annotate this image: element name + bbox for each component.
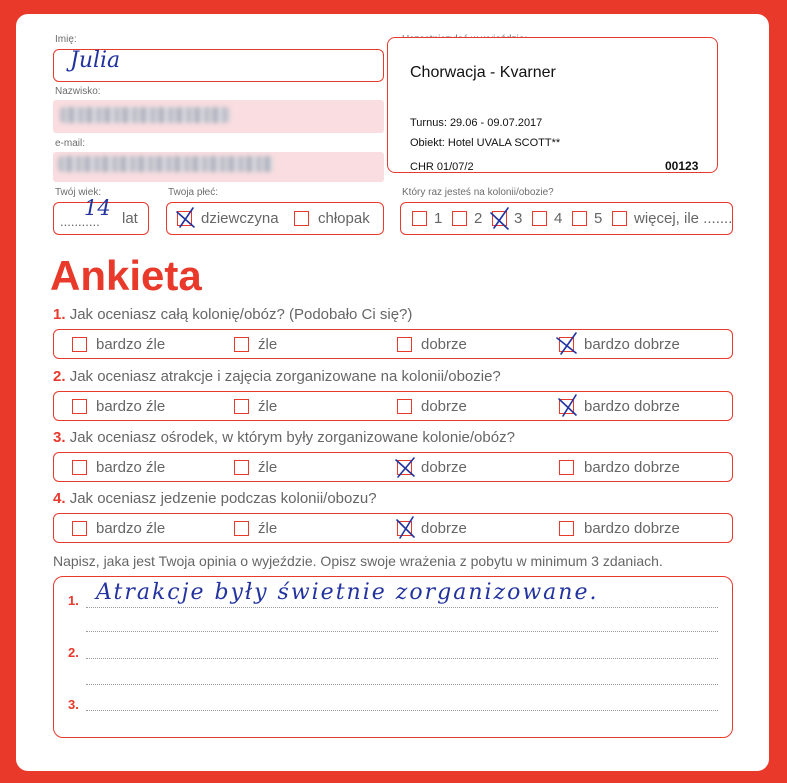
option-label: bardzo źle xyxy=(96,398,166,415)
q4-checkbox-bardzo-zle[interactable] xyxy=(72,521,87,536)
times-option-more: więcej, ile ....... xyxy=(634,210,733,227)
option-label: dobrze xyxy=(421,520,467,537)
option-label: bardzo dobrze xyxy=(584,459,680,476)
option-label: dobrze xyxy=(421,398,467,415)
line-number-2: 2. xyxy=(68,645,79,660)
times-option-4: 4 xyxy=(554,210,563,227)
times-label: Który raz jesteś na kolonii/obozie? xyxy=(402,187,554,198)
q2-checkbox-dobrze[interactable] xyxy=(397,399,412,414)
option-label: źle xyxy=(258,398,278,415)
q3-checkbox-zle[interactable] xyxy=(234,460,249,475)
option-label: bardzo źle xyxy=(96,520,166,537)
option-label: bardzo dobrze xyxy=(584,398,680,415)
option-label: dobrze xyxy=(421,336,467,353)
writing-line xyxy=(86,607,718,608)
check-mark-icon xyxy=(174,205,198,229)
times-option-5: 5 xyxy=(594,210,603,227)
times-checkbox-5[interactable] xyxy=(572,211,587,226)
trip-code: CHR 01/07/2 xyxy=(410,161,474,173)
times-checkbox-1[interactable] xyxy=(412,211,427,226)
survey-title: Ankieta xyxy=(50,252,202,299)
line-number-3: 3. xyxy=(68,697,79,712)
age-dots: ........... xyxy=(60,214,100,229)
option-label: źle xyxy=(258,336,278,353)
question-number: 1. xyxy=(53,306,66,323)
question-text: Jak oceniasz całą kolonię/obóz? (Podobało Ci się?) xyxy=(69,306,413,323)
age-label: Twój wiek: xyxy=(55,187,102,198)
q1-checkbox-dobrze[interactable] xyxy=(397,337,412,352)
email-label: e-mail: xyxy=(55,138,86,149)
age-handwriting: 14 xyxy=(84,196,111,220)
age-unit: lat xyxy=(122,210,138,227)
question-2 xyxy=(53,368,501,385)
check-mark-icon xyxy=(488,205,512,231)
question-text: Jak oceniasz atrakcje i zajęcia zorganizowane na kolonii/obozie? xyxy=(69,368,501,385)
gender-option-dziewczyna: dziewczyna xyxy=(201,210,279,227)
trip-card xyxy=(387,37,718,173)
option-label: źle xyxy=(258,459,278,476)
line-number-1: 1. xyxy=(68,593,79,608)
option-label: bardzo źle xyxy=(96,459,166,476)
email-redacted xyxy=(58,156,273,172)
name-label: Imię: xyxy=(55,34,77,45)
name-handwriting: Julia xyxy=(70,48,121,73)
q3-checkbox-bardzo-zle[interactable] xyxy=(72,460,87,475)
question-number: 2. xyxy=(53,368,66,385)
q4-checkbox-zle[interactable] xyxy=(234,521,249,536)
option-label: źle xyxy=(258,520,278,537)
surname-label: Nazwisko: xyxy=(55,86,101,97)
trip-object: Obiekt: Hotel UVALA SCOTT** xyxy=(410,137,561,149)
option-label: bardzo dobrze xyxy=(584,336,680,353)
question-4 xyxy=(53,490,377,507)
q1-checkbox-zle[interactable] xyxy=(234,337,249,352)
q1-checkbox-bardzo-zle[interactable] xyxy=(72,337,87,352)
times-checkbox-more[interactable] xyxy=(612,211,627,226)
writing-line xyxy=(86,684,718,685)
gender-option-chlopak: chłopak xyxy=(318,210,370,227)
trip-number: 00123 xyxy=(665,159,699,173)
times-option-2: 2 xyxy=(474,210,483,227)
gender-label: Twoja płeć: xyxy=(168,187,219,198)
question-text: Jak oceniasz ośrodek, w którym były zorganizowane kolonie/obóz? xyxy=(69,429,515,446)
question-number: 3. xyxy=(53,429,66,446)
writing-line xyxy=(86,631,718,632)
times-checkbox-2[interactable] xyxy=(452,211,467,226)
q2-checkbox-zle[interactable] xyxy=(234,399,249,414)
times-option-1: 1 xyxy=(434,210,443,227)
question-1 xyxy=(53,306,412,323)
question-text: Jak oceniasz jedzenie podczas kolonii/obozu? xyxy=(69,490,377,507)
q4-checkbox-bardzo-dobrze[interactable] xyxy=(559,521,574,536)
option-label: dobrze xyxy=(421,459,467,476)
trip-destination: Chorwacja - Kvarner xyxy=(410,64,556,81)
question-3 xyxy=(53,429,515,446)
option-label: bardzo dobrze xyxy=(584,520,680,537)
writing-line xyxy=(86,710,718,711)
q2-checkbox-bardzo-zle[interactable] xyxy=(72,399,87,414)
writing-line xyxy=(86,658,718,659)
times-option-3: 3 xyxy=(514,210,523,227)
q3-checkbox-bardzo-dobrze[interactable] xyxy=(559,460,574,475)
checkbox-chlopak[interactable] xyxy=(294,211,309,226)
surname-redacted xyxy=(60,107,230,123)
question-number: 4. xyxy=(53,490,66,507)
check-mark-icon xyxy=(554,330,580,356)
opinion-handwriting: Atrakcje były świetnie zorganizowane. xyxy=(96,580,599,605)
option-label: bardzo źle xyxy=(96,336,166,353)
times-checkbox-4[interactable] xyxy=(532,211,547,226)
check-mark-icon xyxy=(393,514,419,540)
check-mark-icon xyxy=(393,454,419,480)
check-mark-icon xyxy=(555,392,581,418)
trip-turnus: Turnus: 29.06 - 09.07.2017 xyxy=(410,117,543,129)
opinion-prompt: Napisz, jaka jest Twoja opinia o wyjeździe. Opisz swoje wrażenia z pobytu w minimum 3 zdaniach. xyxy=(53,553,663,569)
